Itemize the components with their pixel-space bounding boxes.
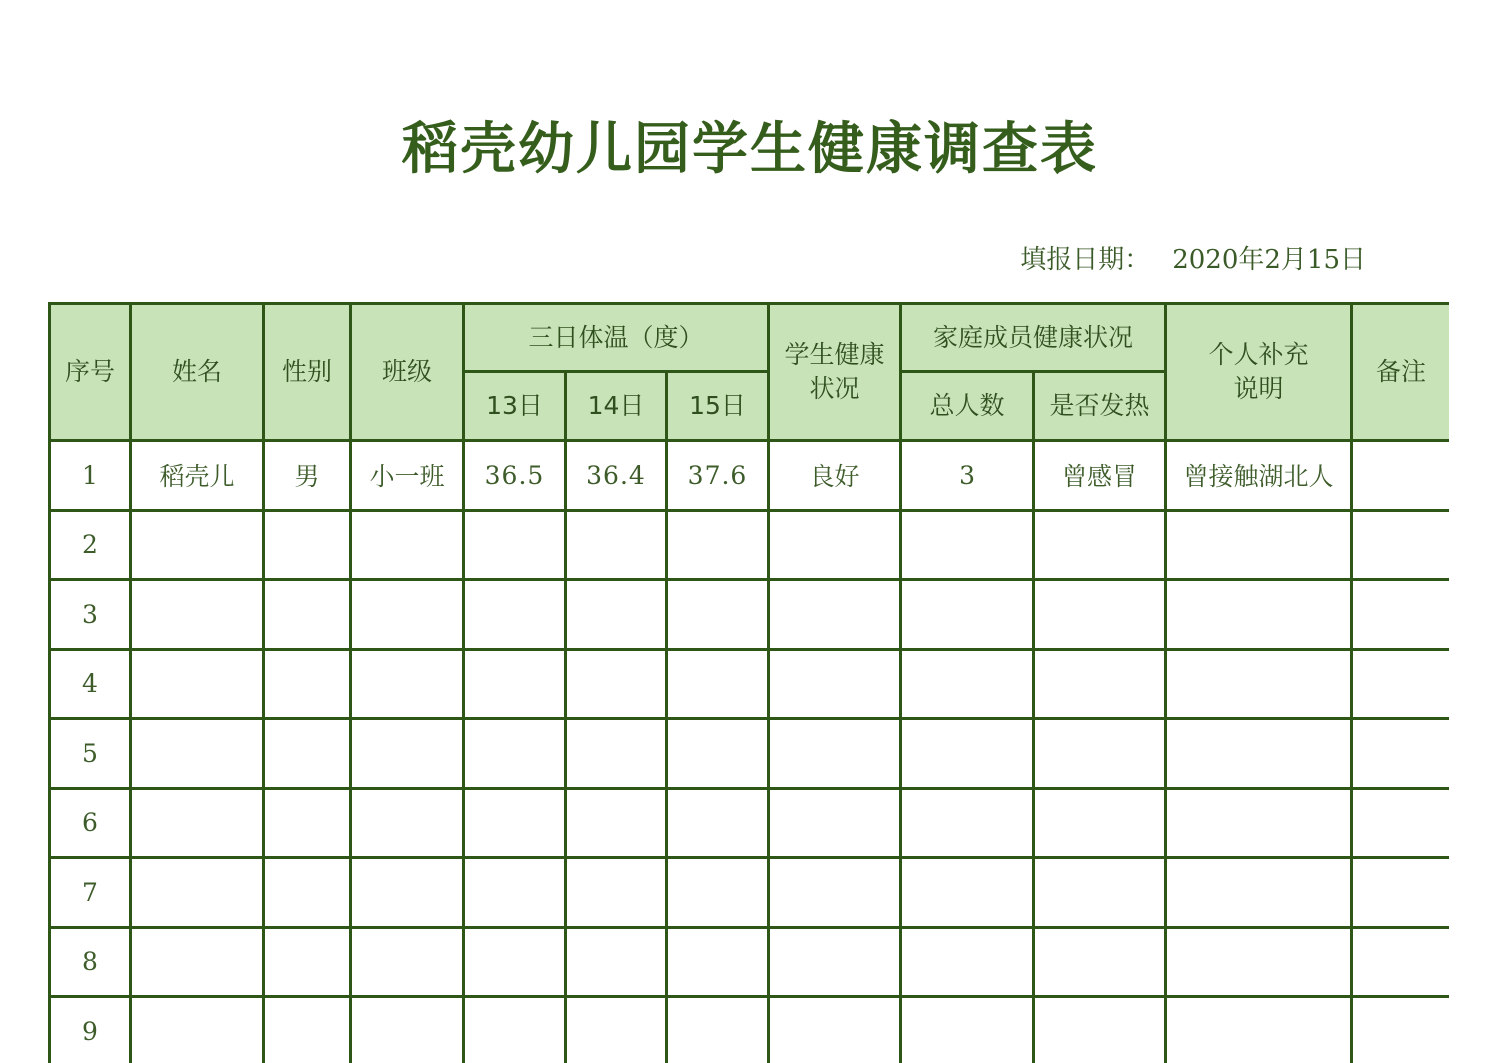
cell-personal-note[interactable]: 曾接触湖北人	[1166, 441, 1352, 511]
table-row	[50, 719, 1450, 789]
cell-temp-15[interactable]	[667, 927, 769, 997]
cell-name[interactable]	[131, 788, 264, 858]
cell-temp-15[interactable]	[667, 788, 769, 858]
cell-family-total[interactable]	[901, 649, 1034, 719]
cell-name[interactable]	[131, 858, 264, 928]
cell-family-fever[interactable]: 曾感冒	[1034, 441, 1166, 511]
cell-remark[interactable]	[1352, 858, 1449, 928]
cell-student-health[interactable]	[769, 510, 901, 580]
cell-family-total[interactable]	[901, 580, 1034, 650]
cell-remark[interactable]	[1352, 580, 1449, 650]
cell-remark[interactable]	[1352, 927, 1449, 997]
cell-remark[interactable]	[1352, 510, 1449, 580]
cell-name[interactable]	[131, 580, 264, 650]
cell-student-health[interactable]	[769, 649, 901, 719]
cell-family-total[interactable]	[901, 719, 1034, 789]
table-row	[50, 997, 1450, 1063]
cell-student-health[interactable]	[769, 997, 901, 1063]
header-family-total: 总人数	[901, 372, 1034, 441]
cell-gender[interactable]	[264, 858, 351, 928]
cell-student-health[interactable]	[769, 580, 901, 650]
cell-personal-note[interactable]	[1166, 649, 1352, 719]
table-row	[50, 580, 1450, 650]
health-survey-table-container	[48, 302, 1449, 1063]
cell-gender[interactable]	[264, 997, 351, 1063]
cell-family-total[interactable]	[901, 858, 1034, 928]
cell-family-total[interactable]	[901, 788, 1034, 858]
cell-index: 8	[50, 927, 131, 997]
cell-temp-14[interactable]	[566, 580, 667, 650]
cell-name[interactable]	[131, 997, 264, 1063]
header-student-health: 学生健康状况	[769, 304, 901, 441]
cell-index: 2	[50, 510, 131, 580]
cell-temp-14[interactable]	[566, 788, 667, 858]
cell-class[interactable]	[351, 580, 464, 650]
cell-temp-13[interactable]	[464, 788, 566, 858]
cell-index: 6	[50, 788, 131, 858]
cell-personal-note[interactable]	[1166, 997, 1352, 1063]
cell-remark[interactable]	[1352, 997, 1449, 1063]
cell-personal-note[interactable]	[1166, 510, 1352, 580]
cell-gender[interactable]: 男	[264, 441, 351, 511]
cell-family-total[interactable]	[901, 997, 1034, 1063]
cell-family-total[interactable]	[901, 510, 1034, 580]
cell-temp-15[interactable]: 37.6	[667, 441, 769, 511]
report-date	[1020, 240, 1366, 280]
cell-temp-14[interactable]	[566, 510, 667, 580]
cell-temp-13[interactable]	[464, 719, 566, 789]
cell-family-fever[interactable]	[1034, 649, 1166, 719]
cell-family-fever[interactable]	[1034, 997, 1166, 1063]
cell-family-total[interactable]: 3	[901, 441, 1034, 511]
cell-temp-15[interactable]	[667, 719, 769, 789]
cell-index: 7	[50, 858, 131, 928]
cell-remark[interactable]	[1352, 441, 1449, 511]
report-date-label: 填报日期：	[1020, 245, 1151, 275]
header-day-13: 13日	[464, 372, 566, 441]
cell-student-health[interactable]	[769, 927, 901, 997]
cell-student-health[interactable]	[769, 858, 901, 928]
table-row	[50, 927, 1450, 997]
cell-temp-15[interactable]	[667, 997, 769, 1063]
cell-remark[interactable]	[1352, 649, 1449, 719]
cell-remark[interactable]	[1352, 788, 1449, 858]
cell-family-fever[interactable]	[1034, 580, 1166, 650]
header-family-health: 家庭成员健康状况	[901, 304, 1166, 372]
cell-student-health[interactable]: 良好	[769, 441, 901, 511]
cell-class[interactable]	[351, 719, 464, 789]
cell-name[interactable]	[131, 719, 264, 789]
cell-class[interactable]	[351, 997, 464, 1063]
cell-index: 5	[50, 719, 131, 789]
cell-remark[interactable]	[1352, 719, 1449, 789]
header-personal-note: 个人补充说明	[1166, 304, 1352, 441]
table-row	[50, 441, 1450, 511]
cell-temp-14[interactable]	[566, 858, 667, 928]
cell-name[interactable]	[131, 510, 264, 580]
cell-temp-14[interactable]	[566, 927, 667, 997]
cell-family-fever[interactable]	[1034, 719, 1166, 789]
cell-temp-13[interactable]	[464, 649, 566, 719]
cell-personal-note[interactable]	[1166, 927, 1352, 997]
cell-name[interactable]	[131, 927, 264, 997]
cell-family-total[interactable]	[901, 927, 1034, 997]
cell-index: 1	[50, 441, 131, 511]
cell-temp-15[interactable]	[667, 649, 769, 719]
cell-class[interactable]: 小一班	[351, 441, 464, 511]
header-day-14: 14日	[566, 372, 667, 441]
report-date-value: 2020年2月15日	[1172, 245, 1366, 275]
cell-student-health[interactable]	[769, 719, 901, 789]
cell-gender[interactable]	[264, 927, 351, 997]
table-row	[50, 649, 1450, 719]
cell-temp-13[interactable]	[464, 580, 566, 650]
cell-personal-note[interactable]	[1166, 788, 1352, 858]
cell-index: 9	[50, 997, 131, 1063]
cell-temp-14[interactable]	[566, 997, 667, 1063]
cell-name[interactable]: 稻壳儿	[131, 441, 264, 511]
health-survey-table	[48, 302, 1449, 1063]
cell-temp-15[interactable]	[667, 510, 769, 580]
cell-family-fever[interactable]	[1034, 927, 1166, 997]
cell-temp-13[interactable]	[464, 997, 566, 1063]
header-index: 序号	[50, 304, 131, 441]
cell-temp-14[interactable]: 36.4	[566, 441, 667, 511]
cell-family-fever[interactable]	[1034, 858, 1166, 928]
cell-gender[interactable]	[264, 510, 351, 580]
header-name: 姓名	[131, 304, 264, 441]
cell-class[interactable]	[351, 788, 464, 858]
header-remark: 备注	[1352, 304, 1449, 441]
cell-gender[interactable]	[264, 788, 351, 858]
cell-family-fever[interactable]	[1034, 510, 1166, 580]
page-title: 稻壳幼儿园学生健康调查表	[402, 117, 1098, 182]
cell-family-fever[interactable]	[1034, 788, 1166, 858]
table-row	[50, 788, 1450, 858]
cell-temp-13[interactable]	[464, 510, 566, 580]
cell-index: 4	[50, 649, 131, 719]
header-day-15: 15日	[667, 372, 769, 441]
cell-index: 3	[50, 580, 131, 650]
cell-personal-note[interactable]	[1166, 858, 1352, 928]
cell-temp-13[interactable]	[464, 858, 566, 928]
header-family-fever: 是否发热	[1034, 372, 1166, 441]
cell-student-health[interactable]	[769, 788, 901, 858]
cell-class[interactable]	[351, 649, 464, 719]
cell-temp-13[interactable]	[464, 927, 566, 997]
cell-gender[interactable]	[264, 649, 351, 719]
cell-class[interactable]	[351, 510, 464, 580]
cell-gender[interactable]	[264, 719, 351, 789]
cell-temp-15[interactable]	[667, 580, 769, 650]
table-row	[50, 858, 1450, 928]
cell-personal-note[interactable]	[1166, 719, 1352, 789]
cell-class[interactable]	[351, 927, 464, 997]
cell-temp-14[interactable]	[566, 719, 667, 789]
cell-temp-15[interactable]	[667, 858, 769, 928]
cell-temp-13[interactable]: 36.5	[464, 441, 566, 511]
cell-class[interactable]	[351, 858, 464, 928]
header-gender: 性别	[264, 304, 351, 441]
header-three-day-temperature: 三日体温（度）	[464, 304, 769, 372]
cell-personal-note[interactable]	[1166, 580, 1352, 650]
header-class: 班级	[351, 304, 464, 441]
cell-name[interactable]	[131, 649, 264, 719]
cell-gender[interactable]	[264, 580, 351, 650]
cell-temp-14[interactable]	[566, 649, 667, 719]
table-row	[50, 510, 1450, 580]
